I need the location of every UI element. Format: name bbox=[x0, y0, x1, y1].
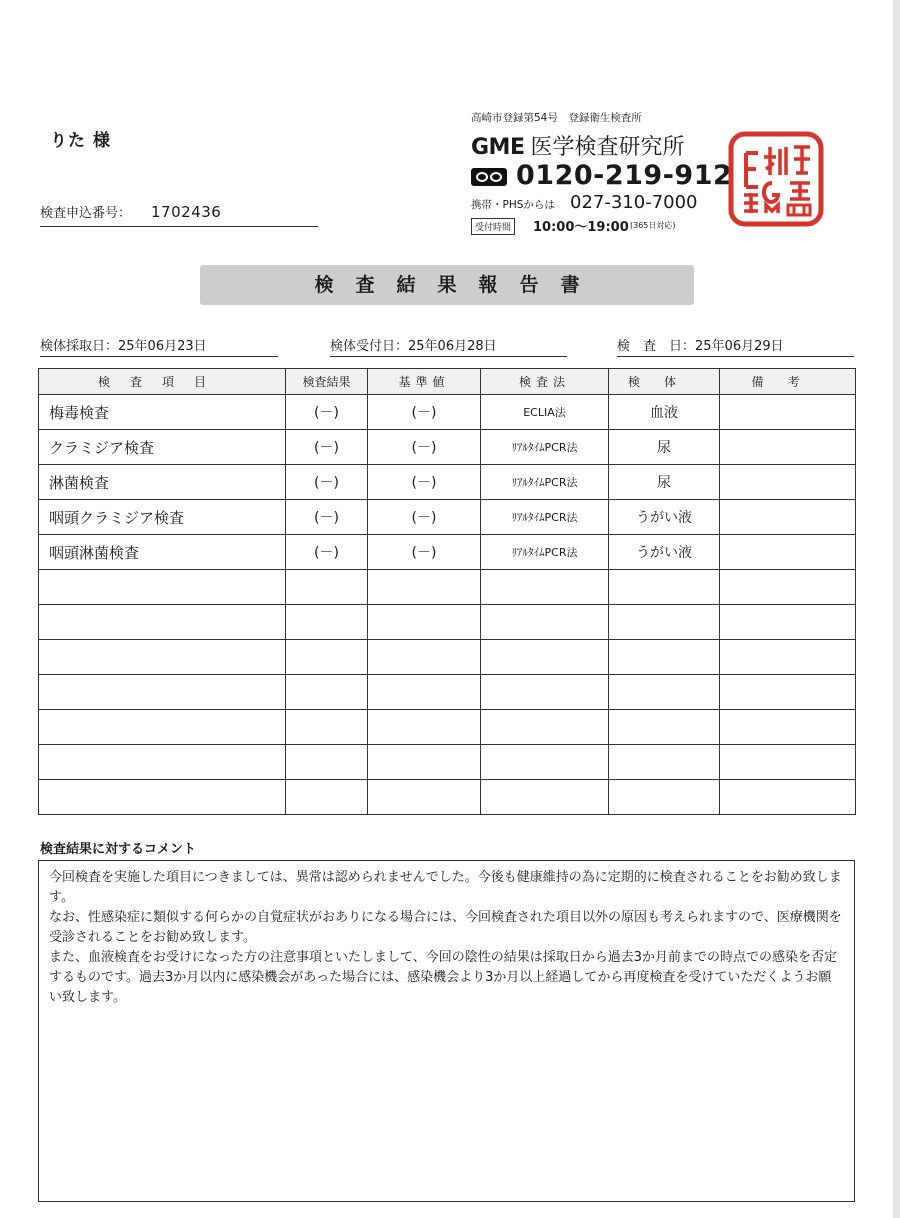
reference-value: (－) bbox=[368, 395, 481, 430]
header-method: 検査法 bbox=[481, 369, 609, 395]
reference-value: (－) bbox=[368, 535, 481, 570]
application-number-label: 検査申込番号： bbox=[40, 206, 132, 221]
empty-row bbox=[39, 605, 856, 640]
comment-box bbox=[38, 860, 855, 1202]
empty-row bbox=[39, 640, 856, 675]
comment-title: 検査結果に対するコメント bbox=[40, 842, 197, 857]
header-specimen: 検体 bbox=[609, 369, 720, 395]
received-date: 検体受付日：25年06月28日 bbox=[330, 335, 567, 357]
reference-value: (－) bbox=[368, 430, 481, 465]
collection-date: 検体採取日：25年06月23日 bbox=[40, 335, 278, 357]
lab-brand: GME bbox=[471, 135, 525, 160]
test-item: 淋菌検査 bbox=[39, 465, 286, 500]
remarks bbox=[720, 395, 856, 430]
application-number: 1702436 bbox=[151, 203, 222, 221]
company-seal-stamp bbox=[728, 131, 824, 227]
table-row bbox=[39, 535, 856, 570]
specimen: 尿 bbox=[609, 430, 720, 465]
mobile-label: 携帯・PHSからは bbox=[471, 199, 555, 211]
table-row bbox=[39, 500, 856, 535]
header-result: 検査結果 bbox=[286, 369, 368, 395]
comment-paragraph: なお、性感染症に類似する何らかの自覚症状がおありになる場合には、今回検査された項目以外の原因も考えられますので、医療機関を受診されることをお勧め致します。 bbox=[49, 910, 842, 945]
specimen: 尿 bbox=[609, 465, 720, 500]
comment-paragraph: また、血液検査をお受けになった方の注意事項といたしまして、今回の陰性の結果は採取日から過去3か月前までの時点での感染を否定するものです。過去3か月以内に感染機会があった場合には、感染機会より3か月以上経過してから再度検査を受けていただくようお願い致します。 bbox=[49, 950, 838, 1005]
hours-note: (365日対応) bbox=[630, 221, 676, 230]
remarks bbox=[720, 465, 856, 500]
table-row bbox=[39, 430, 856, 465]
specimen: うがい液 bbox=[609, 500, 720, 535]
test-result: (－) bbox=[286, 395, 368, 430]
empty-row bbox=[39, 570, 856, 605]
test-item: 梅毒検査 bbox=[39, 395, 286, 430]
empty-row bbox=[39, 745, 856, 780]
test-result: (－) bbox=[286, 500, 368, 535]
application-number-field bbox=[40, 202, 318, 227]
test-result: (－) bbox=[286, 465, 368, 500]
specimen: 血液 bbox=[609, 395, 720, 430]
test-method: ﾘｱﾙﾀｲﾑPCR法 bbox=[481, 430, 609, 465]
remarks bbox=[720, 535, 856, 570]
test-method: ﾘｱﾙﾀｲﾑPCR法 bbox=[481, 535, 609, 570]
comment-paragraph: 今回検査を実施した項目につきましては、異常は認められませんでした。今後も健康維持の為に定期的に検査されることをお勧め致します。 bbox=[49, 870, 842, 905]
lab-logo bbox=[471, 130, 685, 161]
specimen: うがい液 bbox=[609, 535, 720, 570]
test-method: ECLIA法 bbox=[481, 395, 609, 430]
business-hours: 10:00〜19:00 bbox=[533, 220, 629, 235]
remarks bbox=[720, 430, 856, 465]
test-result: (－) bbox=[286, 430, 368, 465]
table-row bbox=[39, 395, 856, 430]
report-title: 検査結果報告書 bbox=[200, 265, 694, 305]
test-item: クラミジア検査 bbox=[39, 430, 286, 465]
page-edge bbox=[893, 0, 900, 1218]
reference-value: (－) bbox=[368, 500, 481, 535]
header-reference: 基準値 bbox=[368, 369, 481, 395]
header-remarks: 備考 bbox=[720, 369, 856, 395]
remarks bbox=[720, 500, 856, 535]
test-date: 検 査 日：25年06月29日 bbox=[617, 335, 854, 357]
patient-name: りた 様 bbox=[50, 131, 111, 151]
lab-registration: 高崎市登録第54号 登録衛生検査所 bbox=[471, 112, 642, 124]
table-row bbox=[39, 465, 856, 500]
empty-row bbox=[39, 675, 856, 710]
hours-label: 受付時間 bbox=[471, 218, 515, 235]
table-header-row bbox=[39, 369, 856, 395]
empty-row bbox=[39, 710, 856, 745]
lab-name: 医学検査研究所 bbox=[530, 135, 685, 160]
test-method: ﾘｱﾙﾀｲﾑPCR法 bbox=[481, 465, 609, 500]
test-item: 咽頭クラミジア検査 bbox=[39, 500, 286, 535]
test-item: 咽頭淋菌検査 bbox=[39, 535, 286, 570]
test-method: ﾘｱﾙﾀｲﾑPCR法 bbox=[481, 500, 609, 535]
test-result: (－) bbox=[286, 535, 368, 570]
header-item: 検査項目 bbox=[39, 369, 286, 395]
empty-row bbox=[39, 780, 856, 815]
phone-free: 0120-219-912 bbox=[516, 160, 733, 191]
reference-value: (－) bbox=[368, 465, 481, 500]
freedial-icon bbox=[471, 168, 507, 186]
results-table bbox=[38, 368, 856, 815]
phone-mobile: 027-310-7000 bbox=[570, 192, 698, 213]
